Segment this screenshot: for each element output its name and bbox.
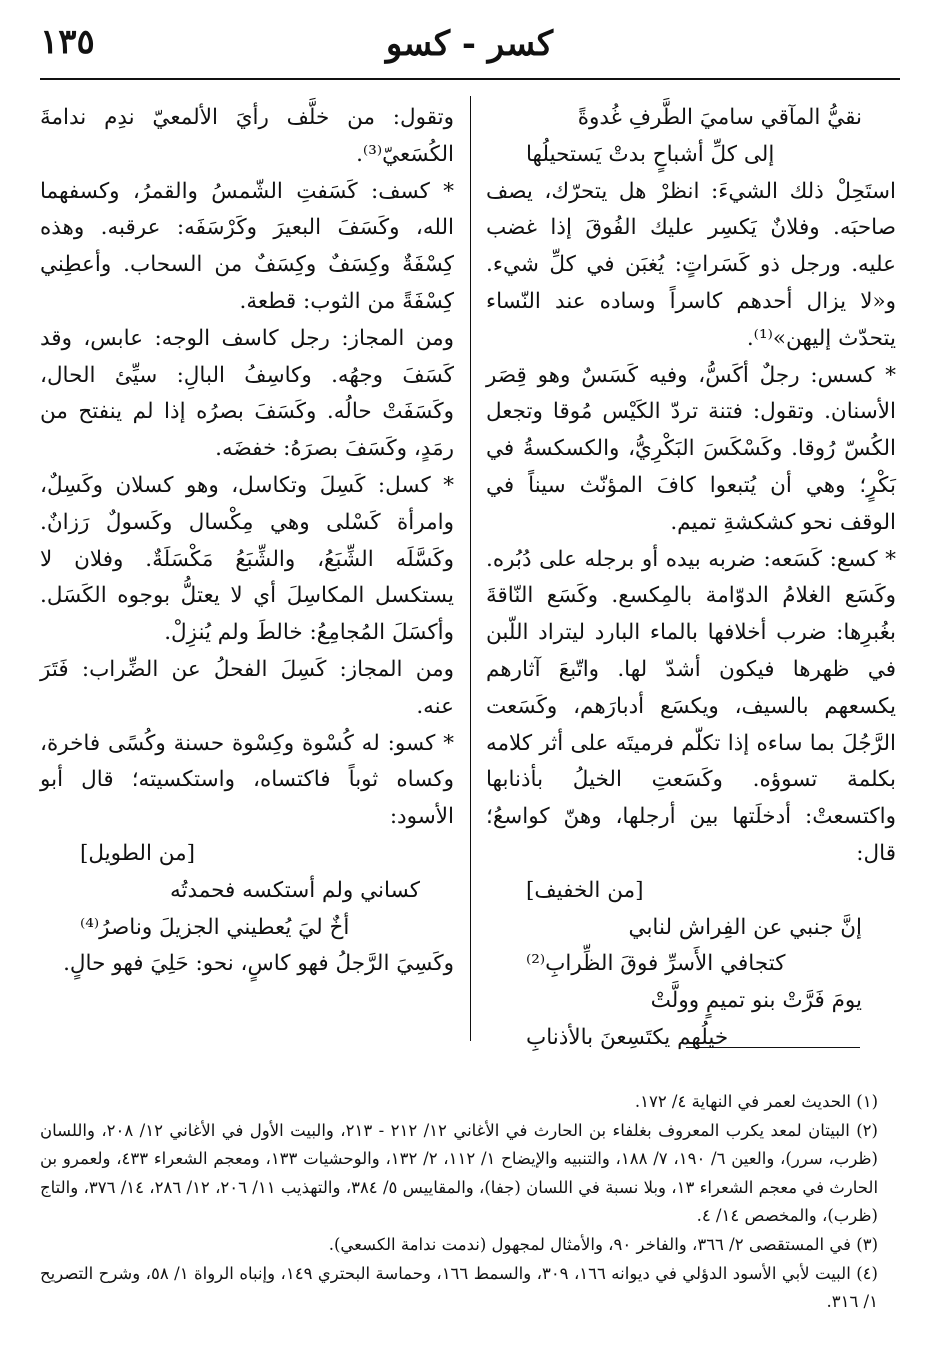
- paragraph: وكَسِيَ الرَّجلُ فهو كاسٍ، نحو: حَلِيَ فهو حالٍ.: [63, 951, 454, 977]
- verse-line: نقيُّ المآقي ساميَ الطَّرفِ غُدوةً: [577, 105, 862, 130]
- verse-line: كساني ولم أستكسه فحمدتُه: [169, 877, 420, 903]
- verse-line: خيلُهم يكتَسِعنَ بالأذنابِ: [526, 1024, 729, 1050]
- verse-line: كتجافي الأَسرِّ فوقَ الظِّرابِ⁽²⁾: [526, 951, 786, 977]
- verse-line: يومَ فَرَّتْ بنو تميمٍ وولَّتْ: [650, 988, 862, 1014]
- column-divider: [470, 96, 471, 1041]
- meter-label: [من الخفيف]: [526, 877, 644, 903]
- footnotes: [40, 1088, 878, 1317]
- paragraph: استَحِلْ ذلك الشيءَ: انظرْ هل يتحرّك، يصف صاحبَه. وفلانٌ يَكسِر عليك الفُوقَ إذا غضب عليه. ورجل ذو كَسَراتٍ: يُغبَن في كلِّ شيء. و«لا يزال أحدهم كاسراً وساده عند النّساء يتحدّث إليهن»⁽¹⁾.: [486, 178, 896, 351]
- entry-ksw: * كسو: له كُسْوة وكِسْوة حسنة وكُسًى فاخرة، وكساه ثوباً فاكتساه، واستكسيته؛ قال أبو الأسود:: [40, 730, 454, 830]
- page-number: ١٣٥: [40, 22, 95, 62]
- entry-ks3: * كسع: كَسَعه: ضربه بيده أو برجله على دُبُره. وكَسَع الغلامُ الدوّامة بالمِكسع. وكَسَع النّاقةَ بغُبرِها: ضرب أخلافها بالماء البارد ليتراد اللّبن في ظهرها فيكون أشدّ لها. واتّبعَ آثارهم يكسعهم بالسيف، ويكسَع أدبارَهم، وكَسَعت الرَّجُلَ بما ساءه إذا تكلّم فرميتَه على أثر كلامه بكلمة تسوؤه. وكَسَعتِ الخيلُ بأذنابها واكتسعتْ: أدخلَتها بين أرجلها، وهنّ كواسعُ؛ قال:: [486, 546, 896, 866]
- header-rule: [40, 78, 900, 80]
- verse-line: أخٌ ليَ يُعطيني الجزيلَ وناصرُ⁽⁴⁾: [80, 914, 350, 940]
- paragraph: ومن المجاز: كَسِلَ الفحلُ عن الضِّراب: فَتَرَ عنه.: [40, 656, 454, 719]
- entry-ksl: * كسل: كَسِلَ وتكاسل، وهو كسلان وكَسِلٌ، وامرأة كَسْلى وهي مِكْسال وكَسولٌ رَزانٌ. وكَسَّلَه الشِّبَعُ، والشِّبَعُ مَكْسَلَةٌ. وفلان لا يستكسل المكاسِلَ أي لا يعتلُّ بوجوه الكَسَل. وأكسَلَ المُجامِعُ: خالطَ ولم يُنزِلْ.: [40, 472, 454, 646]
- footnote-rule: [686, 1047, 860, 1048]
- running-head: كسر - كسو: [385, 24, 554, 64]
- right-column: [486, 100, 896, 1057]
- footnote: (٤) البيت لأبي الأسود الدؤلي في ديوانه ١٦٦، ٣٠٩، والسمط ١٦٦، وحماسة البحتري ١٤٩، وإنباه الرواة ١/ ٥٨، وشرح التصريح ١/ ٣١٦.: [40, 1263, 878, 1312]
- footnote: (٣) في المستقصى ٢/ ٣٦٦، والفاخر ٩٠، والأمثال لمجهول (ندمت ندامة الكسعي).: [328, 1234, 878, 1254]
- entry-kss: * كسس: رجلٌ أكَسُّ، وفيه كَسَسٌ وهو قِصَر الأسنان. وتقول: فتنة تردّ الكَيْس مُوقا وتجعل الكُسّ رُوقا. وكَسْكَسَ البَكْرِيُّ، والكسكسةُ في بَكْرٍ؛ وهي أن يُتبعوا كافَ المؤنّث سيناً في الوقف نحو كشكشةِ تميم.: [486, 362, 896, 535]
- verse-line: إلى كلِّ أشباحٍ بدتْ يَستحيلُها: [526, 141, 775, 167]
- paragraph: ومن المجاز: رجل كاسف الوجه: عابس، وقد كَسَفَ وجهُه. وكاسِفُ البالِ: سيِّئ الحال، وكَسَفَتْ حالُه. وكَسَفَ بصرُه إذا لم ينفتح من رمَدٍ، وكَسَفَ بصرَهُ: خفضَه.: [40, 325, 454, 462]
- verse-line: إنَّ جنبي عن الفِراش لنابي: [628, 914, 862, 940]
- entry-ksf: * كسف: كَسَفتِ الشّمسُ والقمرُ، وكسفهما الله، وكَسَفَ البعيرَ وكَرْسَفَه: عرقبه. وهذه كِسْفَةٌ وكِسَفٌ وكِسَفٌ من السحاب. وأعطِني كِسْفَةً من الثوب: قطعة.: [40, 178, 454, 314]
- meter-label: [من الطويل]: [80, 840, 196, 866]
- paragraph: وتقول: من خلَّف رأيَ الألمعيّ ندِم ندامةَ الكُسَعيّ⁽³⁾.: [40, 105, 454, 167]
- left-column: [40, 100, 454, 983]
- footnote: (٢) البيتان لمعد يكرب المعروف بغلفاء بن الحارث في الأغاني ١٢/ ٢١٢ - ٢١٣، والبيت الأول في الأغاني ١٢/ ٢٠٨، واللسان (ظرب، سرر)، والعين ٦/ ١٩٠، ٧/ ١٨٨، والتنبيه والإيضاح ١/ ١١٢، ٢/ ١٣٢، والوحشيات ١٣٣، ومعجم الشعراء ٤٣٣، ولعمرو بن الحارث في معجم الشعراء ١٣، وبلا نسبة في اللسان (جفا)، والمقاييس ٥/ ٣٨٤، والتهذيب ١١/ ٢٠٦، ١٢/ ٢٨٦، ١٤/ ٣٧٦، والتاج (ظرب)، والمخصص ١٤/ ٤.: [40, 1120, 879, 1226]
- footnote: (١) الحديث لعمر في النهاية ٤/ ١٧٢.: [634, 1092, 878, 1111]
